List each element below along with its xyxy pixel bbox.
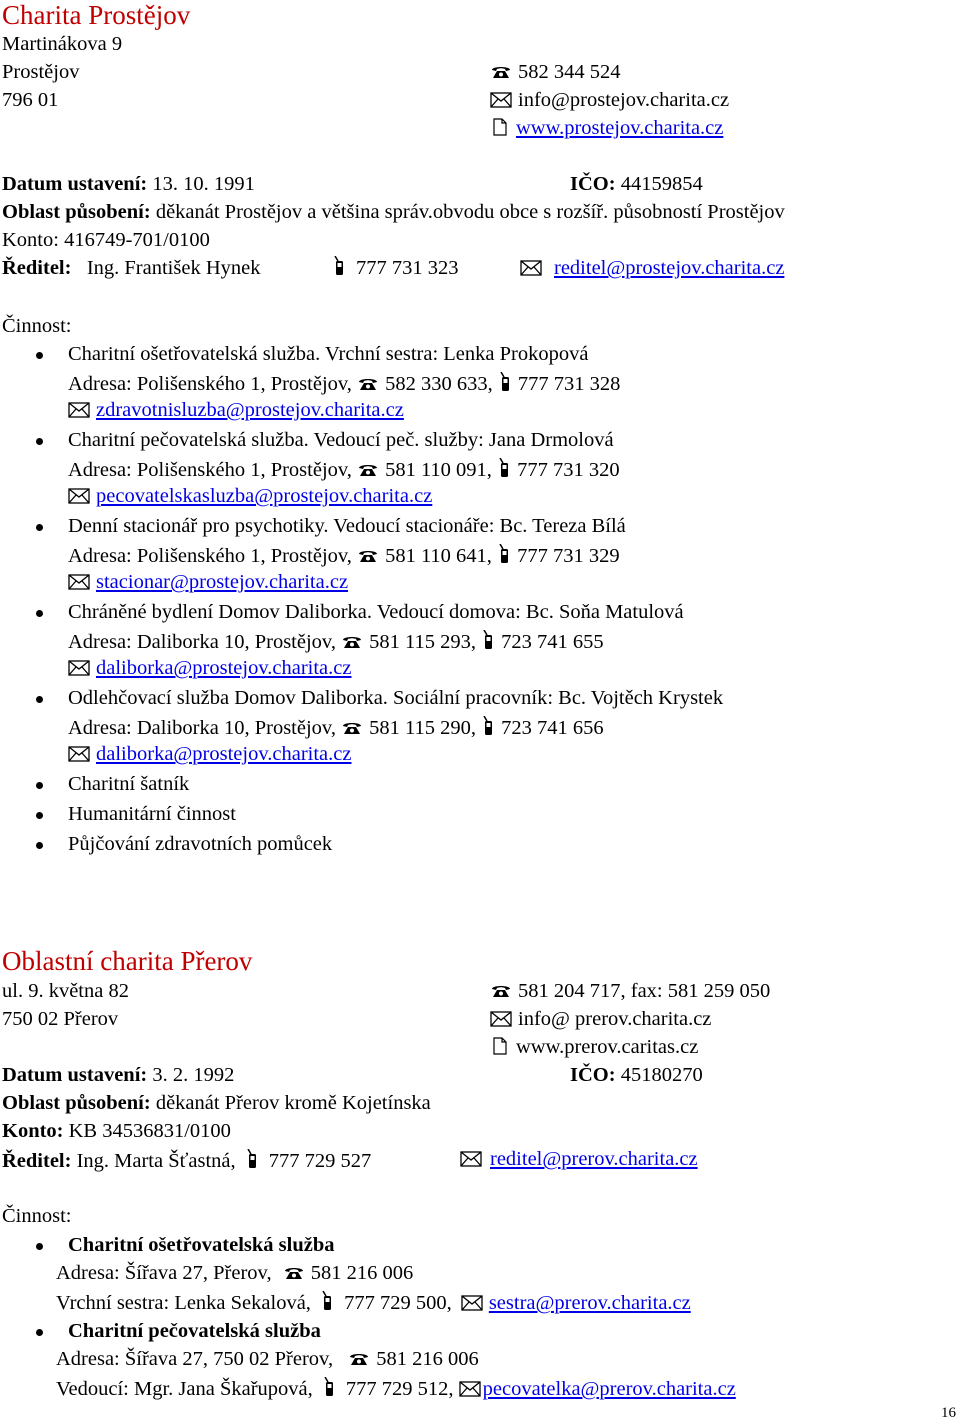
phone-number: 581 204 717, fax: 581 259 050 — [518, 980, 771, 1002]
bullet — [36, 782, 43, 789]
mobile-phone-icon — [245, 1149, 259, 1169]
founded-label: Datum ustavení: — [2, 1064, 148, 1086]
service-heading: Odlehčovací služba Domov Daliborka. Sociální pracovník: Bc. Vojtěch Krystek — [68, 687, 724, 709]
director-mobile — [332, 256, 459, 279]
envelope-icon — [68, 402, 90, 418]
city: Prostějov — [2, 61, 80, 83]
envelope-icon — [68, 746, 90, 762]
bullet — [36, 1243, 43, 1250]
activity-heading: Činnost: — [2, 1205, 72, 1227]
email-address[interactable]: info@prostejov.charita.cz — [518, 89, 730, 111]
service-mobile: 777 731 329 — [517, 545, 620, 567]
telephone-icon — [341, 634, 363, 650]
service-mobile: 723 741 655 — [501, 631, 604, 653]
director-email — [520, 258, 784, 279]
envelope-icon — [459, 1381, 481, 1397]
service-heading: Chráněné bydlení Domov Daliborka. Vedoucí domova: Bc. Soňa Matulová — [68, 601, 684, 623]
website-link[interactable]: www.prostejov.charita.cz — [516, 117, 724, 139]
envelope-icon — [68, 660, 90, 676]
envelope-icon — [68, 488, 90, 504]
service-phone: 581 115 293, — [369, 631, 476, 653]
phone-number: 582 344 524 — [518, 61, 621, 83]
service-mobile: 777 731 320 — [517, 459, 620, 481]
director-row — [2, 258, 260, 279]
service-nurse: Vrchní sestra: Lenka Sekalová, — [56, 1292, 311, 1314]
director-label: Ředitel: — [2, 257, 72, 279]
service-address: Adresa: Šířava 27, Přerov, — [56, 1262, 272, 1284]
mobile-phone-icon — [322, 1377, 336, 1397]
service-address: Adresa: Polišenského 1, Prostějov, — [68, 545, 352, 567]
service-address: Adresa: Daliborka 10, Prostějov, — [68, 631, 336, 653]
page-number: 16 — [941, 1405, 956, 1421]
area-label: Oblast působení: — [2, 201, 151, 223]
director-email-link[interactable]: reditel@prerov.charita.cz — [490, 1148, 698, 1170]
telephone-icon — [357, 376, 379, 392]
service-mobile: 777 729 512, — [345, 1378, 454, 1400]
email-contact — [490, 1009, 711, 1030]
mobile-number: 777 729 527 — [268, 1150, 372, 1172]
service-phone: 581 216 006 — [376, 1348, 479, 1370]
director-name: Ing. Marta Šťastná, — [76, 1150, 236, 1172]
bullet — [36, 812, 43, 819]
telephone-icon — [490, 64, 512, 80]
service-address: Adresa: Šířava 27, 750 02 Přerov, — [56, 1348, 334, 1370]
director-email — [460, 1149, 698, 1170]
bullet — [36, 1329, 43, 1336]
founded-row — [2, 174, 255, 195]
founded-date: 3. 2. 1992 — [152, 1064, 235, 1086]
service-email[interactable]: pecovatelskasluzba@prostejov.charita.cz — [96, 485, 433, 507]
service-item: Charitní šatník — [68, 773, 190, 795]
mobile-phone-icon — [481, 716, 495, 736]
service-address-row — [56, 1263, 413, 1284]
telephone-icon — [490, 983, 512, 999]
email-contact — [490, 90, 729, 111]
envelope-icon — [490, 1011, 512, 1027]
service-address-row — [56, 1349, 479, 1370]
service-address-row — [68, 630, 604, 653]
service-email[interactable]: stacionar@prostejov.charita.cz — [96, 571, 349, 593]
organization-title: Charita Prostějov — [2, 0, 191, 30]
activity-heading: Činnost: — [2, 315, 72, 337]
telephone-icon — [341, 720, 363, 736]
director-name: Ing. František Hynek — [86, 257, 261, 279]
service-phone: 582 330 633, — [385, 373, 493, 395]
mobile-phone-icon — [332, 256, 346, 276]
envelope-icon — [68, 574, 90, 590]
service-phone: 581 115 290, — [369, 717, 476, 739]
service-email-row — [68, 658, 351, 679]
service-phone: 581 110 091, — [385, 459, 492, 481]
service-heading: Charitní pečovatelská služba — [68, 1320, 321, 1342]
web-contact — [492, 118, 723, 139]
website[interactable]: www.prerov.caritas.cz — [516, 1036, 699, 1058]
service-heading: Denní stacionář pro psychotiky. Vedoucí stacionáře: Bc. Tereza Bílá — [68, 515, 626, 537]
mobile-phone-icon — [481, 630, 495, 650]
mobile-phone-icon — [320, 1291, 334, 1311]
account-value: 416749-701/0100 — [64, 229, 210, 251]
service-mobile: 723 741 656 — [501, 717, 604, 739]
mobile-number: 777 731 323 — [356, 257, 459, 279]
postal-code: 796 01 — [2, 89, 59, 111]
bullet — [36, 696, 43, 703]
web-contact — [492, 1037, 698, 1058]
bullet — [36, 610, 43, 617]
service-heading: Charitní ošetřovatelská služba. Vrchní sestra: Lenka Prokopová — [68, 343, 589, 365]
service-email[interactable]: daliborka@prostejov.charita.cz — [96, 743, 352, 765]
service-item: Půjčování zdravotních pomůcek — [68, 833, 333, 855]
founded-label: Datum ustavení: — [2, 173, 148, 195]
account-label: Konto: — [2, 229, 59, 251]
ico-label: IČO: — [570, 1064, 616, 1086]
telephone-icon — [348, 1351, 370, 1367]
bullet — [36, 842, 43, 849]
phone-contact — [490, 62, 621, 83]
service-address: Adresa: Polišenského 1, Prostějov, — [68, 459, 352, 481]
envelope-icon — [520, 260, 542, 276]
organization-title: Oblastní charita Přerov — [2, 946, 253, 976]
ico-row — [570, 1065, 703, 1086]
service-address-row — [68, 458, 620, 481]
service-mobile: 777 731 328 — [517, 373, 621, 395]
envelope-icon — [460, 1151, 482, 1167]
service-email-row — [68, 572, 348, 593]
service-email[interactable]: daliborka@prostejov.charita.cz — [96, 657, 352, 679]
telephone-icon — [283, 1265, 305, 1281]
service-address: Adresa: Daliborka 10, Prostějov, — [68, 717, 336, 739]
bullet — [36, 524, 43, 531]
account-row — [2, 230, 210, 251]
service-address-row — [68, 716, 604, 739]
account-row — [2, 1121, 231, 1142]
street-address: ul. 9. května 82 — [2, 980, 129, 1002]
ico-value: 45180270 — [620, 1064, 703, 1086]
mobile-phone-icon — [498, 372, 512, 392]
account-value: KB 34536831/0100 — [68, 1120, 231, 1142]
mobile-phone-icon — [497, 544, 511, 564]
mobile-phone-icon — [497, 458, 511, 478]
service-mobile: 777 729 500, — [344, 1292, 452, 1314]
service-contact-row — [56, 1377, 736, 1400]
founded-date: 13. 10. 1991 — [152, 173, 255, 195]
service-lead: Vedoucí: Mgr. Jana Škařupová, — [56, 1378, 313, 1400]
service-email-row — [68, 400, 404, 421]
area-label: Oblast působení: — [2, 1092, 151, 1114]
service-phone: 581 216 006 — [310, 1262, 414, 1284]
page-icon — [492, 118, 508, 136]
area-value: děkanát Přerov kromě Kojetínska — [155, 1092, 431, 1114]
telephone-icon — [357, 548, 379, 564]
ico-value: 44159854 — [620, 173, 703, 195]
area-value: děkanát Prostějov a většina správ.obvodu obce s rozšíř. působností Prostějov — [155, 201, 785, 223]
telephone-icon — [357, 462, 379, 478]
account-label: Konto: — [2, 1120, 64, 1142]
service-item: Humanitární činnost — [68, 803, 236, 825]
bullet — [36, 438, 43, 445]
bullet — [36, 352, 43, 359]
area-row — [2, 202, 785, 223]
service-email[interactable]: sestra@prerov.charita.cz — [488, 1292, 691, 1314]
area-row — [2, 1093, 431, 1114]
service-heading: Charitní pečovatelská služba. Vedoucí peč. služby: Jana Drmolová — [68, 429, 614, 451]
page-icon — [492, 1037, 508, 1055]
envelope-icon — [461, 1295, 483, 1311]
service-email-row — [68, 486, 432, 507]
service-address-row — [68, 544, 620, 567]
email-address[interactable]: info@ prerov.charita.cz — [518, 1008, 712, 1030]
director-email-link[interactable]: reditel@prostejov.charita.cz — [554, 257, 785, 279]
service-address-row — [68, 372, 620, 395]
service-email[interactable]: pecovatelka@prerov.charita.cz — [482, 1378, 736, 1400]
service-phone: 581 110 641, — [385, 545, 492, 567]
service-email[interactable]: zdravotnisluzba@prostejov.charita.cz — [96, 399, 404, 421]
postal-city: 750 02 Přerov — [2, 1008, 119, 1030]
director-row — [2, 1149, 371, 1172]
service-email-row — [68, 744, 351, 765]
phone-contact — [490, 981, 770, 1002]
ico-label: IČO: — [570, 173, 616, 195]
envelope-icon — [490, 92, 512, 108]
service-heading: Charitní ošetřovatelská služba — [68, 1234, 335, 1256]
service-contact-row — [56, 1291, 691, 1314]
service-address: Adresa: Polišenského 1, Prostějov, — [68, 373, 352, 395]
ico-row — [570, 174, 703, 195]
street-address: Martinákova 9 — [2, 33, 123, 55]
director-label: Ředitel: — [2, 1150, 72, 1172]
founded-row — [2, 1065, 234, 1086]
